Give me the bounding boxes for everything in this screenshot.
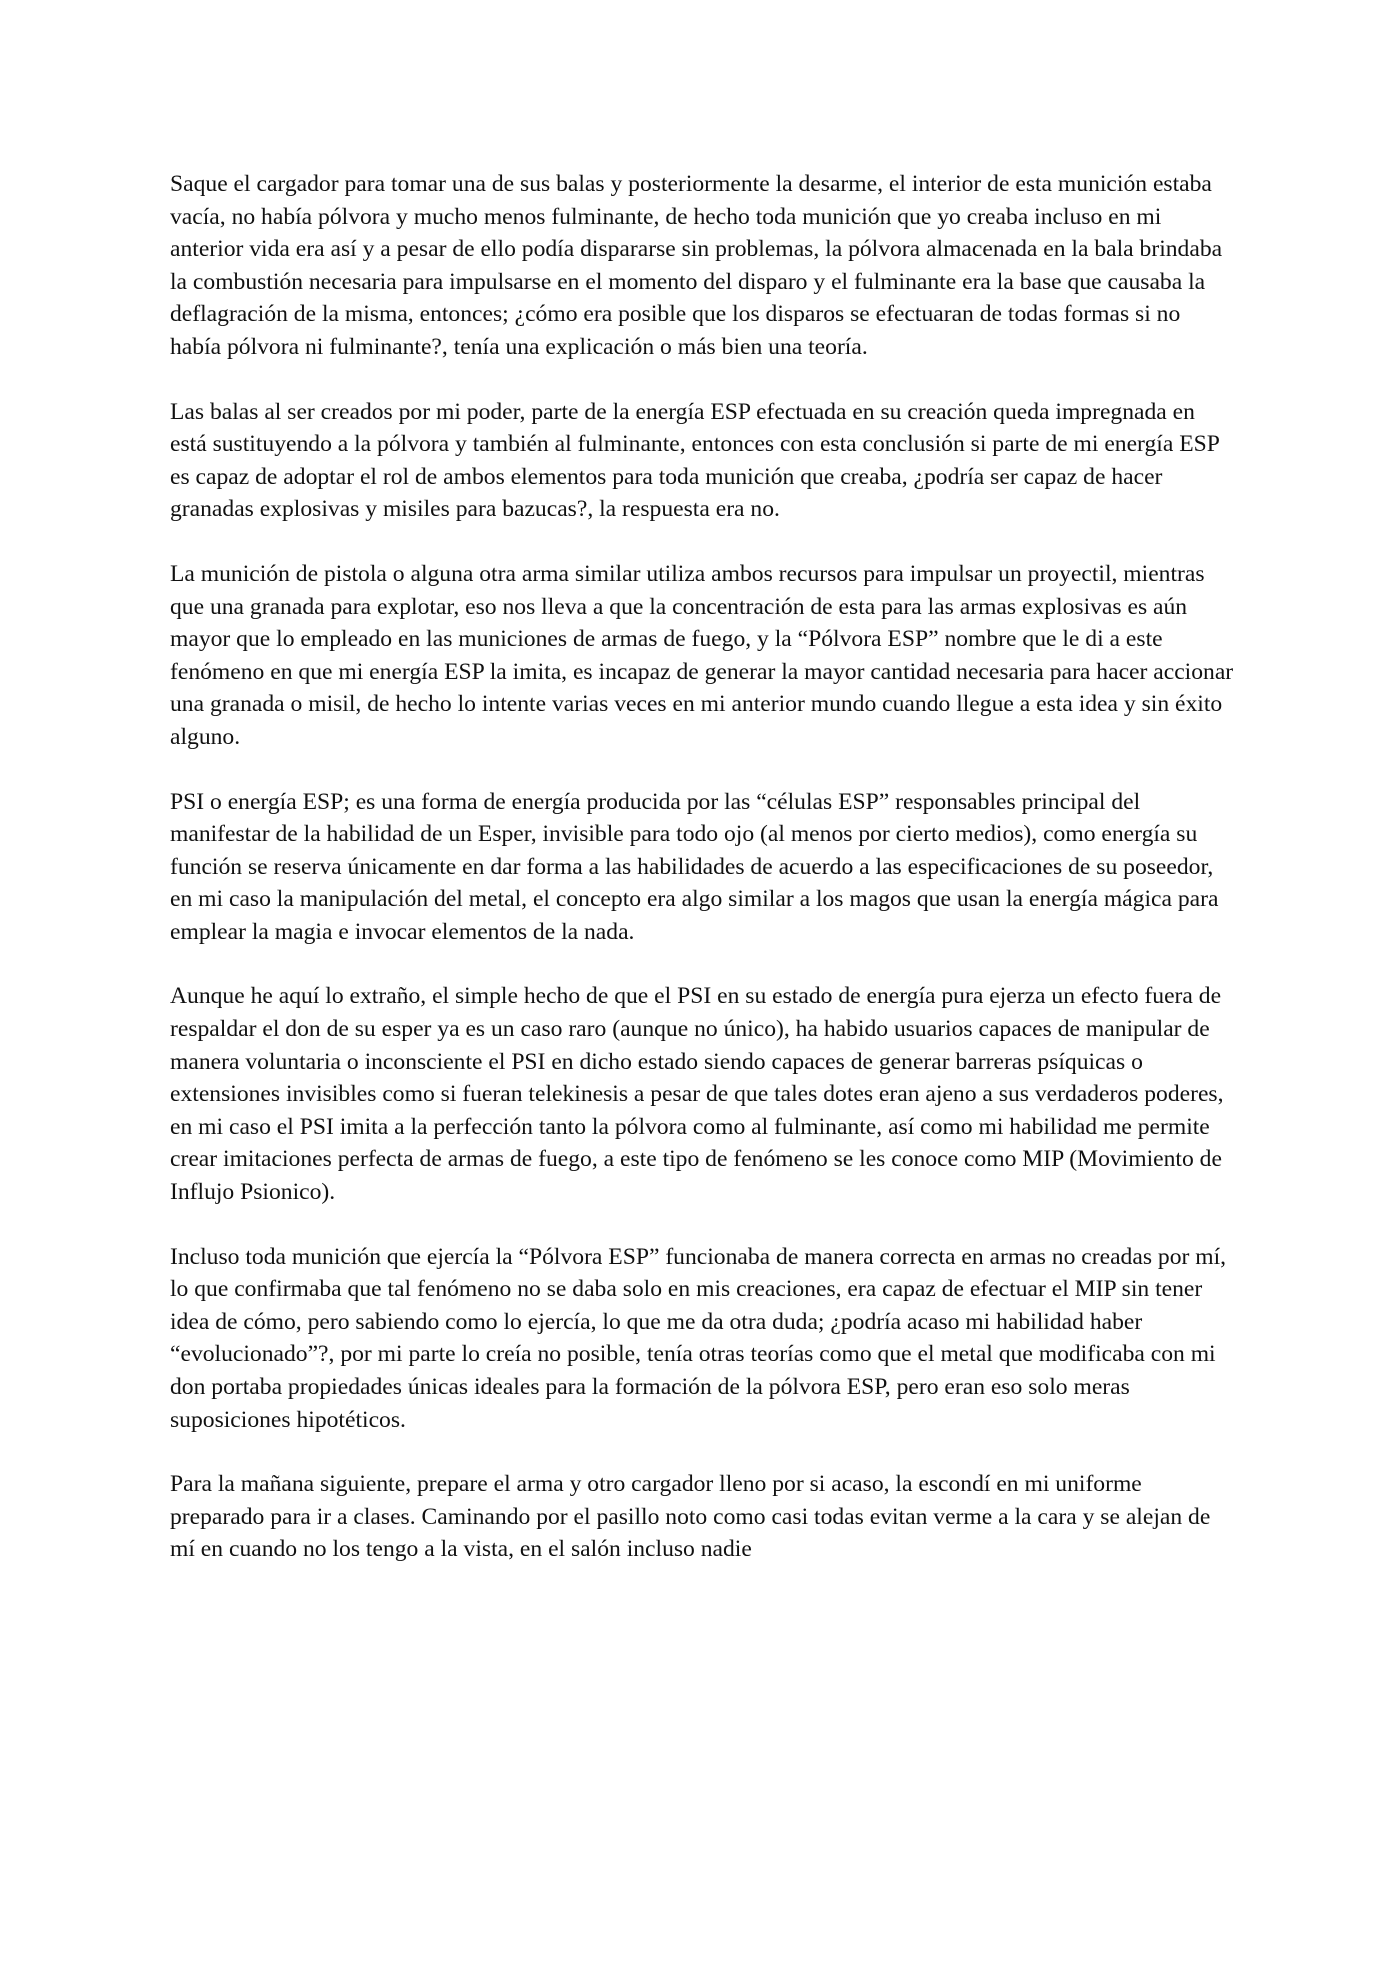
paragraph-3: La munición de pistola o alguna otra arma similar utiliza ambos recursos para impulsar un proyectil, mientras que una granada para explotar, eso nos lleva a que la concentración de esta para las armas explosivas es aún mayor que lo empleado en las municiones de armas de fuego, y la “Pólvora ESP” nombre que le di a este fenómeno en que mi energía ESP la imita, es incapaz de generar la mayor cantidad necesaria para hacer accionar una granada o misil, de hecho lo intente varias veces en mi anterior mundo cuando llegue a esta idea y sin éxito alguno. (170, 560, 1234, 750)
paragraph-1: Saque el cargador para tomar una de sus balas y posteriormente la desarme, el interior de esta munición estaba vacía, no había pólvora y mucho menos fulminante, de hecho toda munición que yo creaba incluso en mi anterior vida era así y a pesar de ello podía dispararse sin problemas, la pólvora almacenada en la bala brindaba la combustión necesaria para impulsarse en el momento del disparo y el fulminante era la base que causaba la deflagración de la misma, entonces; ¿cómo era posible que los disparos se efectuaran de todas formas si no había pólvora ni fulminante?, tenía una explicación o más bien una teoría. (170, 171, 1223, 360)
paragraph-4: PSI o energía ESP; es una forma de energía producida por las “células ESP” responsables principal del manifestar de la habilidad de un Esper, invisible para todo ojo (al menos por cierto medios), como energía su función se reserva únicamente en dar forma a las habilidades de acuerdo a las especificaciones de su poseedor, en mi caso la manipulación del metal, el concepto era algo similar a los magos que usan la energía mágica para emplear la magia e invocar elementos de la nada. (170, 788, 1219, 945)
paragraph-7: Para la mañana siguiente, prepare el arma y otro cargador lleno por si acaso, la escondí en mi uniforme preparado para ir a clases. Caminando por el pasillo noto como casi todas evitan verme a la cara y se alejan de mí en cuando no los tengo a la vista, en el salón incluso nadie (170, 1471, 1211, 1563)
paragraph-5: Aunque he aquí lo extraño, el simple hecho de que el PSI en su estado de energía pura ejerza un efecto fuera de respaldar el don de su esper ya es un caso raro (aunque no único), ha habido usuarios capaces de manipular de manera voluntaria o inconsciente el PSI en dicho estado siendo capaces de generar barreras psíquicas o extensiones invisibles como si fueran telekinesis a pesar de que tales dotes eran ajeno a sus verdaderos poderes, en mi caso el PSI imita a la perfección tanto la pólvora como al fulminante, así como mi habilidad me permite crear imitaciones perfecta de armas de fuego, a este tipo de fenómeno se les conoce como MIP (Movimiento de Influjo Psionico). (170, 983, 1224, 1206)
paragraph-2: Las balas al ser creados por mi poder, parte de la energía ESP efectuada en su creación queda impregnada en está sustituyendo a la pólvora y también al fulminante, entonces con esta conclusión si parte de mi energía ESP es capaz de adoptar el rol de ambos elementos para toda munición que creaba, ¿podría ser capaz de hacer granadas explosivas y misiles para bazucas?, la respuesta era no. (170, 398, 1219, 523)
document-body (170, 168, 1234, 1598)
paragraph-6: Incluso toda munición que ejercía la “Pólvora ESP” funcionaba de manera correcta en armas no creadas por mí, lo que confirmaba que tal fenómeno no se daba solo en mis creaciones, era capaz de efectuar el MIP sin tener idea de cómo, pero sabiendo como lo ejercía, lo que me da otra duda; ¿podría acaso mi habilidad haber “evolucionado”?, por mi parte lo creía no posible, tenía otras teorías como que el metal que modificaba con mi don portaba propiedades únicas ideales para la formación de la pólvora ESP, pero eran eso solo meras suposiciones hipotéticos. (170, 1243, 1227, 1433)
